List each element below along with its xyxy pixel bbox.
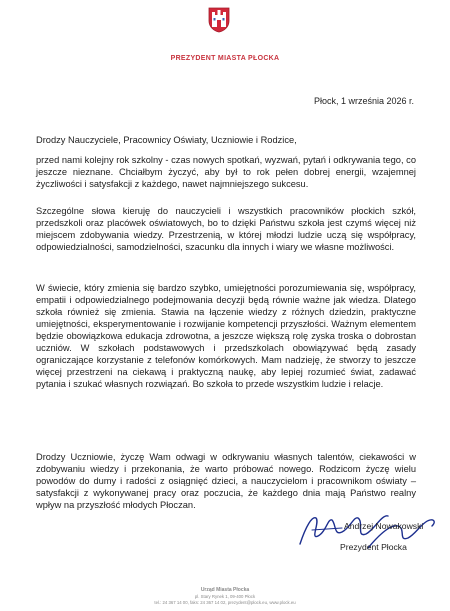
letter-paragraph: W świecie, który zmienia się bardzo szybko, umiejętności porozumiewania się, współpracy, empatii i odpowiedzialnego podejmowania decyzji będą równie ważne jak wiedza. Dlatego szkoła również się zmienia. Stawia na łączenie wiedzy z różnych dziedzin, praktyczne umiejętności, eksperymentowanie i rozwijanie kompetencji przyszłości. Ważnym elementem będzie obowiązkowa edukacja zdrowotna, a jeszcze większą rolę zyska troska o dobrostan uczniów. W szkołach podstawowych i przedszkolach obowiązywać będą zasady ograniczające korzystanie z telefonów komórkowych. Mam nadzieję, że stworzy to jeszcze więcej przestrzeni na ciekawą i praktyczną naukę, aby lepiej rozumieć świat, zadawać pytania i szukać własnych rozwiązań. Bo szkoła to przede wszystkim ludzie i relacje.	[36, 283, 416, 389]
footer-office: Urząd Miasta Płocka	[200, 587, 250, 593]
footer-contact: tel.: 24 367 14 00, faks: 24 367 14 02, prezydent@plock.eu, www.plock.eu	[154, 600, 296, 605]
letter-paragraph: przed nami kolejny rok szkolny - czas nowych spotkań, wyzwań, pytań i odkrywania tego, co jeszcze nieznane. Chciałbym życzyć, aby był to rok pełen dobrej energii, wzajemnej życzliwości i satysfakcji z każdego, nawet najmniejszego sukcesu.	[36, 155, 416, 189]
office-title: PREZYDENT MIASTA PŁOCKA	[170, 55, 280, 62]
letter-date: Płock, 1 września 2026 r.	[313, 96, 414, 106]
coat-of-arms-icon	[208, 7, 230, 33]
salutation: Drodzy Nauczyciele, Pracownicy Oświaty, Uczniowie i Rodzice,	[36, 135, 297, 145]
footer-address: pl. Stary Rynek 1, 09-400 Płock	[194, 594, 256, 599]
signer-role: Prezydent Płocka	[340, 542, 407, 552]
letter-paragraph: Szczególne słowa kieruję do nauczycieli i wszystkich pracowników płockich szkół, przedszkoli oraz placówek oświatowych, bo to dzięki Państwu szkoła jest czymś więcej niż miejscem zdobywania wiedzy. Przestrzenią, w której młodzi ludzie uczą się współpracy, odpowiedzialności, samodzielności, szacunku dla innych i wiary we własne możliwości.	[36, 206, 416, 252]
letter-paragraph: Drodzy Uczniowie, życzę Wam odwagi w odkrywaniu własnych talentów, ciekawości w zdobywaniu wiedzy i przekonania, że warto próbować nowego. Rodzicom życzę wielu powodów do dumy i radości z osiągnięć dzieci, a nauczycielom i pracownikom oświaty – satysfakcji z wykonywanej pracy oraz poczucia, że każdego dnia mają Państwo realny wpływ na przyszłość młodych Płoczan.	[36, 452, 416, 510]
signer-name: Andrzej Nowakowski	[344, 521, 424, 531]
